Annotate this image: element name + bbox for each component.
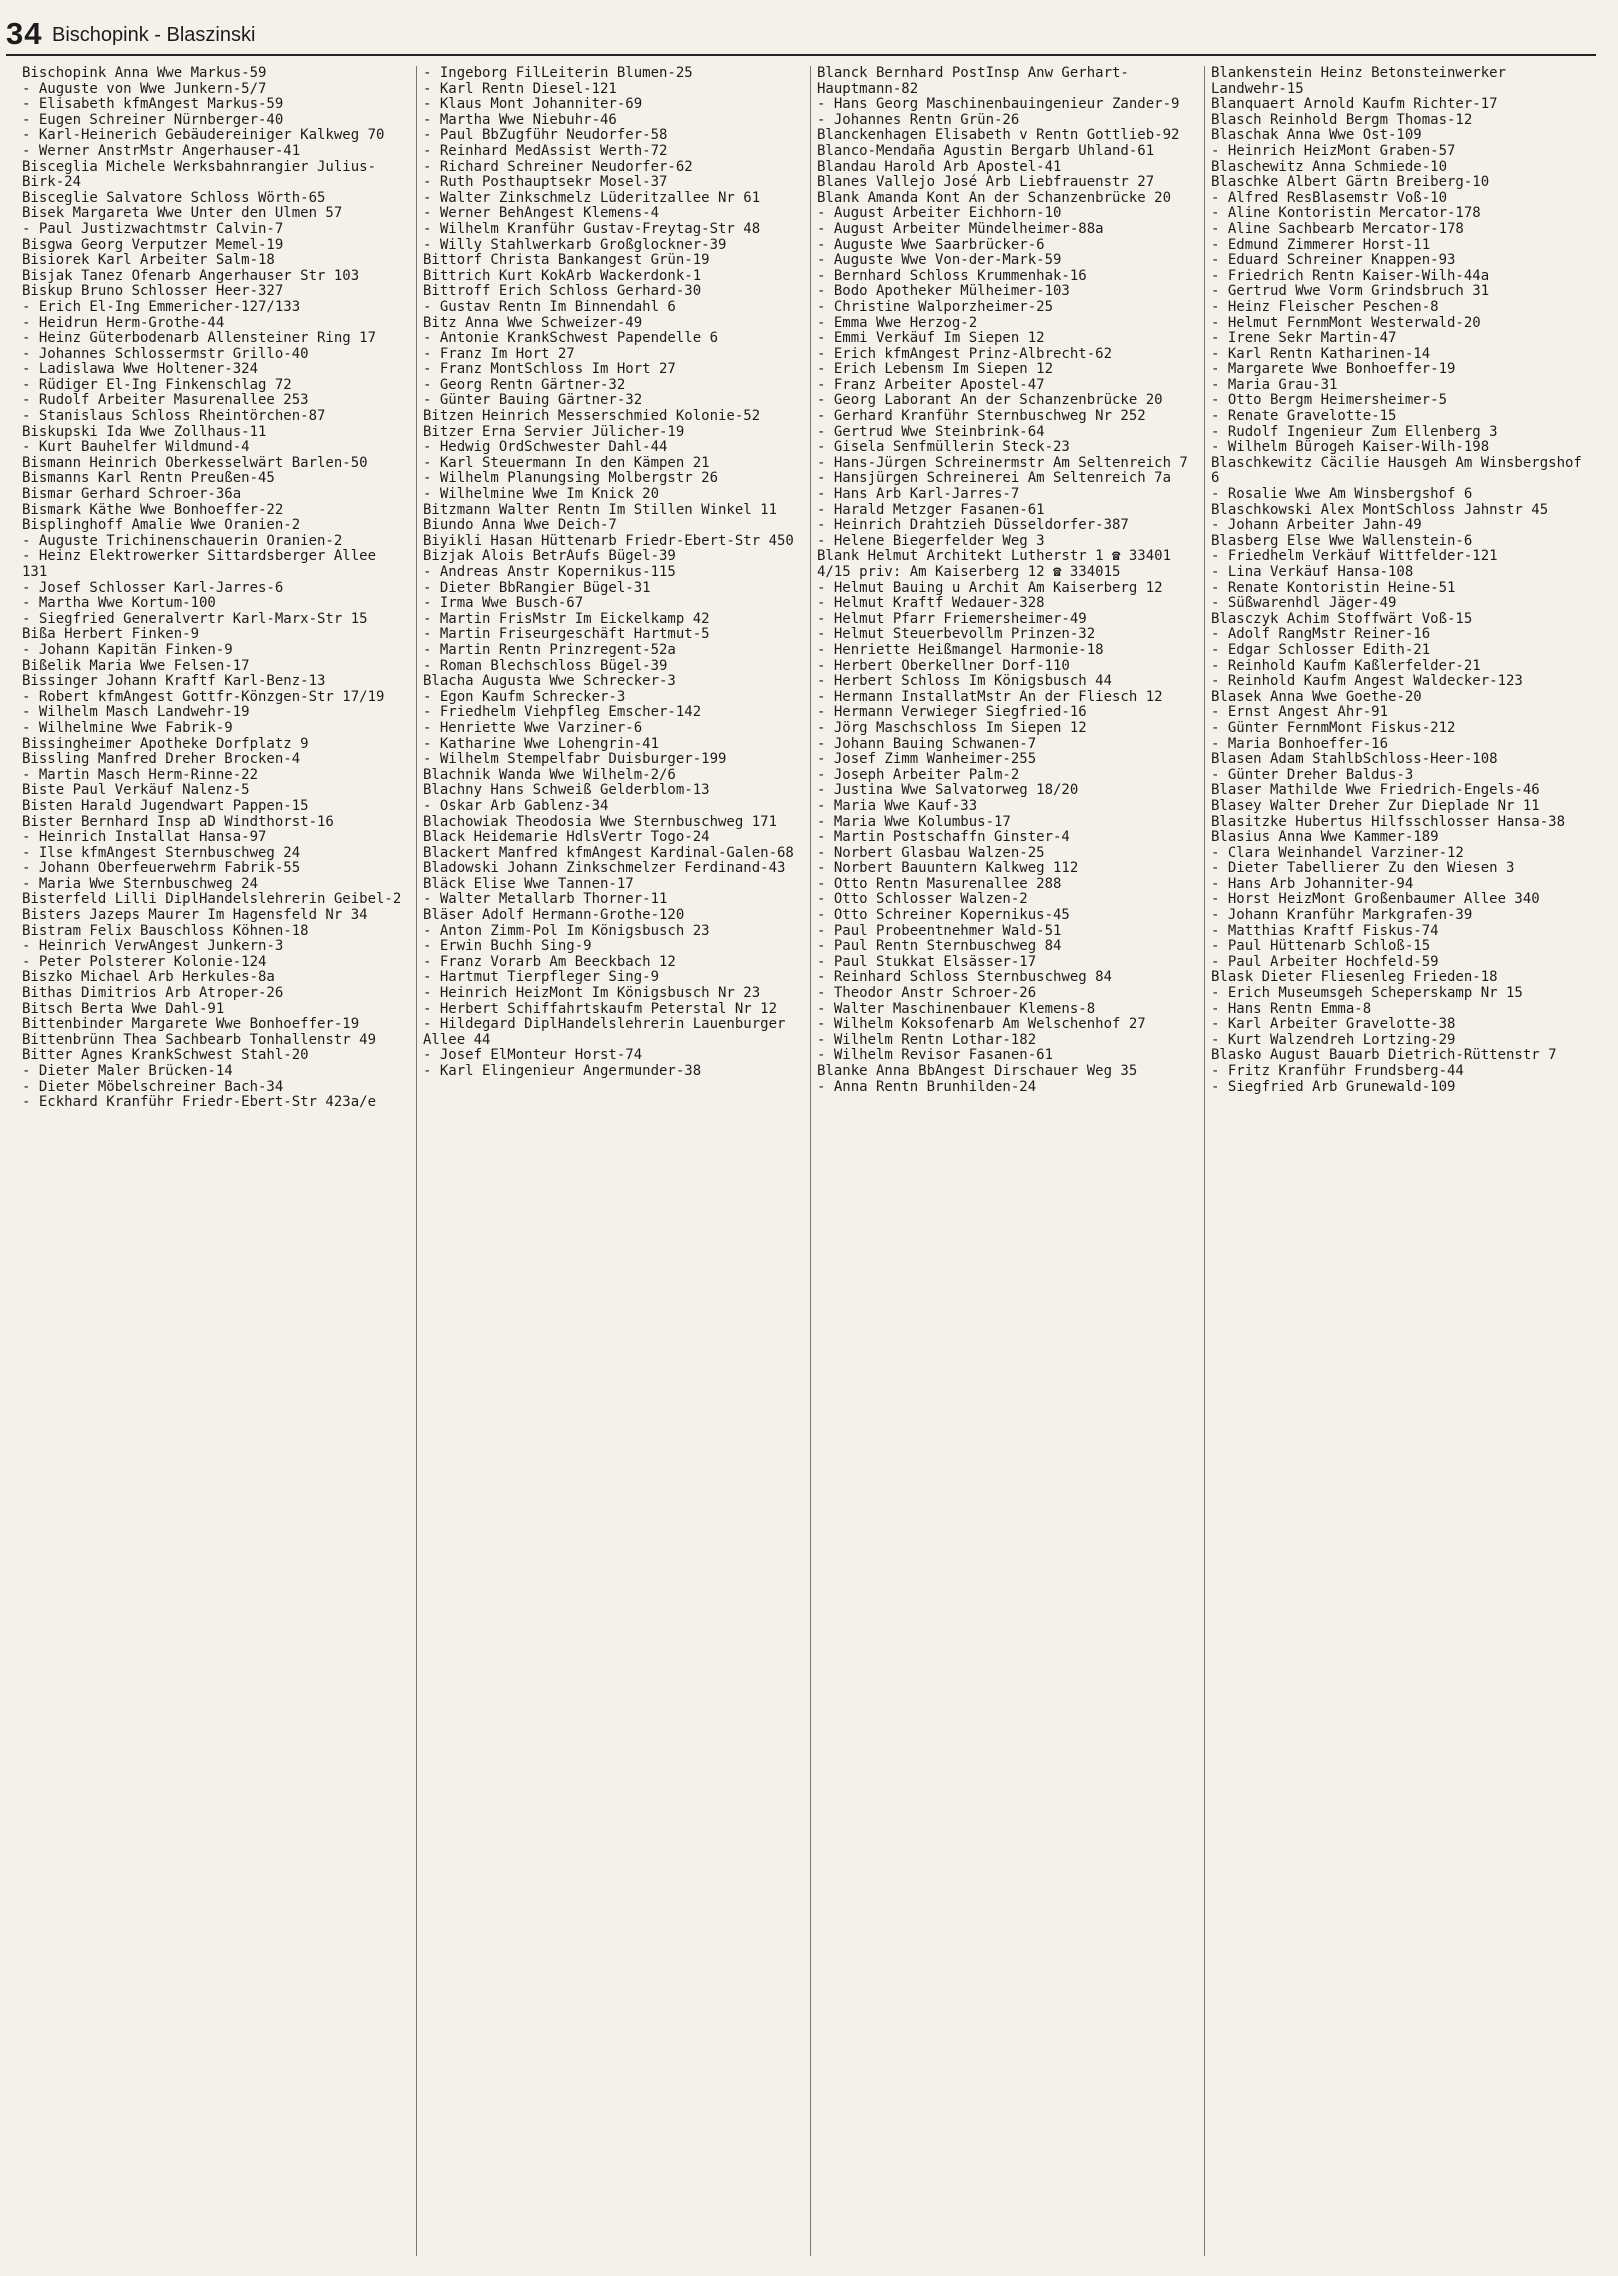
directory-entry: Bisceglie Salvatore Schloss Wörth-65: [22, 189, 326, 206]
directory-entry: - Irma Wwe Busch-67: [423, 595, 584, 612]
directory-entry: - Adolf RangMstr Reiner-16: [1211, 626, 1431, 643]
directory-entry: - Walter Zinkschmelz Lüderitzallee Nr 61: [423, 189, 761, 206]
directory-entry: - Margarete Wwe Bonhoeffer-19: [1211, 361, 1456, 378]
directory-entry: - Kurt Bauhelfer Wildmund-4: [22, 439, 250, 456]
directory-entry: - Paul Hüttenarb Schloß-15: [1211, 938, 1431, 955]
directory-entry: Bister Bernhard Insp aD Windthorst-16: [22, 813, 334, 830]
directory-entry: - Joseph Arbeiter Palm-2: [817, 766, 1020, 783]
directory-entry: - Karl Elingenieur Angermunder-38: [423, 1063, 702, 1079]
directory-entry: - Walter Maschinenbauer Klemens-8: [817, 1000, 1096, 1017]
directory-entry: Bissinger Johann Kraftf Karl-Benz-13: [22, 673, 326, 690]
directory-entry: - Walter Metallarb Thorner-11: [423, 891, 668, 908]
directory-entry: - Hans-Jürgen Schreinermstr Am Seltenreich 7: [817, 454, 1188, 471]
directory-entry: Biundo Anna Wwe Deich-7: [423, 517, 617, 534]
directory-entry: Bisters Jazeps Maurer Im Hagensfeld Nr 34: [22, 907, 368, 924]
directory-entry: Bisiorek Karl Arbeiter Salm-18: [22, 252, 275, 269]
directory-entry: - Josef Schlosser Karl-Jarres-6: [22, 579, 284, 596]
directory-entry: - Erich Museumsgeh Scheperskamp Nr 15: [1211, 985, 1523, 1002]
directory-entry: - Aline Kontoristin Mercator-178: [1211, 205, 1481, 222]
directory-entry: - Franz Im Hort 27: [423, 345, 575, 362]
directory-entry: Blaschak Anna Wwe Ost-109: [1211, 127, 1422, 144]
directory-entry: - Wilhelm Rentn Lothar-182: [817, 1031, 1037, 1048]
directory-entry: - Helmut Pfarr Friemersheimer-49: [817, 610, 1087, 627]
directory-entry: - Otto Schlosser Walzen-2: [817, 891, 1028, 908]
directory-entry: - Reinhard MedAssist Werth-72: [423, 142, 668, 159]
directory-entry: Bissingheimer Apotheke Dorfplatz 9: [22, 735, 309, 752]
directory-entry: - Hans Georg Maschinenbauingenieur Zander-9: [817, 96, 1180, 113]
directory-entry: Blaschewitz Anna Schmiede-10: [1211, 158, 1448, 175]
directory-entry: Bläser Adolf Hermann-Grothe-120: [423, 907, 685, 924]
directory-entry: - Norbert Bauuntern Kalkweg 112: [817, 860, 1079, 877]
directory-column-3: [810, 66, 1204, 2256]
directory-entry: - Maria Wwe Kauf-33: [817, 797, 978, 814]
directory-entry: - Gustav Rentn Im Binnendahl 6: [423, 298, 676, 315]
directory-entry: Bithas Dimitrios Arb Atroper-26: [22, 985, 284, 1002]
directory-entry: - Bodo Apotheker Mülheimer-103: [817, 283, 1070, 300]
directory-entry: Biskup Bruno Schlosser Heer-327: [22, 283, 284, 300]
directory-entry: Bisek Margareta Wwe Unter den Ulmen 57: [22, 205, 343, 222]
directory-entry: Bitsch Berta Wwe Dahl-91: [22, 1000, 225, 1017]
directory-entry: - Ernst Angest Ahr-91: [1211, 704, 1389, 721]
directory-entry: - Paul Stukkat Elsässer-17: [817, 953, 1037, 970]
directory-entry: - Otto Rentn Masurenallee 288: [817, 875, 1062, 892]
directory-entry: - Renate Gravelotte-15: [1211, 408, 1397, 425]
directory-entry: - Dieter Maler Brücken-14: [22, 1063, 233, 1079]
directory-entry: Biste Paul Verkäuf Nalenz-5: [22, 782, 250, 799]
directory-entry: Blank Helmut Architekt Lutherstr 1 ☎ 33401 4/15 priv: Am Kaiserberg 12 ☎ 334015: [817, 548, 1172, 580]
directory-entry: Blank Amanda Kont An der Schanzenbrücke 20: [817, 189, 1172, 206]
directory-entry: - Peter Polsterer Kolonie-124: [22, 953, 267, 970]
directory-entry: Blandau Harold Arb Apostel-41: [817, 158, 1062, 175]
directory-entry: - Wilhelm Kranführ Gustav-Freytag-Str 48: [423, 220, 761, 237]
directory-entry: Bitter Agnes KrankSchwest Stahl-20: [22, 1047, 309, 1064]
directory-entry: - Bernhard Schloss Krummenhak-16: [817, 267, 1087, 284]
directory-entry: Bitzen Heinrich Messerschmied Kolonie-52: [423, 408, 761, 425]
directory-column-2: [416, 66, 810, 2256]
directory-entry: - Gertrud Wwe Steinbrink-64: [817, 423, 1045, 440]
directory-entry: - Auguste Trichinenschauerin Oranien-2: [22, 532, 343, 549]
directory-entry: - Johann Kranführ Markgrafen-39: [1211, 907, 1473, 924]
directory-entry: - Martha Wwe Kortum-100: [22, 595, 216, 612]
directory-entry: - Ingeborg FilLeiterin Blumen-25: [423, 66, 693, 81]
directory-entry: - Renate Kontoristin Heine-51: [1211, 579, 1456, 596]
directory-entry: - Maria Bonhoeffer-16: [1211, 735, 1389, 752]
directory-entry: Blanes Vallejo José Arb Liebfrauenstr 27: [817, 174, 1155, 191]
directory-entry: - Justina Wwe Salvatorweg 18/20: [817, 782, 1079, 799]
directory-entry: Blanke Anna BbAngest Dirschauer Weg 35: [817, 1063, 1138, 1079]
directory-entry: - August Arbeiter Mündelheimer-88a: [817, 220, 1104, 237]
directory-entry: - Theodor Anstr Schroer-26: [817, 985, 1037, 1002]
directory-entry: - Ruth Posthauptsekr Mosel-37: [423, 174, 668, 191]
directory-entry: - Ilse kfmAngest Sternbuschweg 24: [22, 844, 301, 861]
directory-entry: - Hans Rentn Emma-8: [1211, 1000, 1372, 1017]
directory-entry: - Wilhelmine Wwe Im Knick 20: [423, 486, 660, 503]
directory-entry: - Wilhelm Bürogeh Kaiser-Wilh-198: [1211, 439, 1490, 456]
directory-entry: Blanckenhagen Elisabeth v Rentn Gottlieb-92: [817, 127, 1180, 144]
directory-entry: Bisjak Tanez Ofenarb Angerhauser Str 103: [22, 267, 360, 284]
directory-entry: - Antonie KrankSchwest Papendelle 6: [423, 330, 719, 347]
directory-entry: - Otto Bergm Heimersheimer-5: [1211, 392, 1448, 409]
directory-entry: Blasko August Bauarb Dietrich-Rüttenstr 7: [1211, 1047, 1557, 1064]
directory-entry: - Süßwarenhdl Jäger-49: [1211, 595, 1397, 612]
directory-entry: - Helene Biegerfelder Weg 3: [817, 532, 1045, 549]
directory-entry: Black Heidemarie HdlsVertr Togo-24: [423, 829, 710, 846]
directory-entry: - Emmi Verkäuf Im Siepen 12: [817, 330, 1045, 347]
directory-entry: - Maria Wwe Kolumbus-17: [817, 813, 1011, 830]
directory-entry: Blasen Adam StahlbSchloss-Heer-108: [1211, 751, 1498, 768]
directory-entry: - Matthias Kraftf Fiskus-74: [1211, 922, 1439, 939]
directory-entry: Blasitzke Hubertus Hilfsschlosser Hansa-38: [1211, 813, 1566, 830]
directory-entry: - Andreas Anstr Kopernikus-115: [423, 564, 676, 580]
directory-entry: - Johann Oberfeuerwehrm Fabrik-55: [22, 860, 301, 877]
directory-entry: Bittroff Erich Schloss Gerhard-30: [423, 283, 702, 300]
directory-entry: - Hildegard DiplHandelslehrerin Lauenburger Allee 44: [423, 1016, 786, 1048]
directory-entry: - Martha Wwe Niebuhr-46: [423, 111, 617, 128]
directory-entry: - Friedhelm Viehpfleg Emscher-142: [423, 704, 702, 721]
directory-entry: - Norbert Glasbau Walzen-25: [817, 844, 1045, 861]
directory-entry: - Karl-Heinerich Gebäudereiniger Kalkweg 70: [22, 127, 385, 144]
directory-entry: - Franz Vorarb Am Beeckbach 12: [423, 953, 676, 970]
directory-entry: Bisten Harald Jugendwart Pappen-15: [22, 797, 309, 814]
directory-entry: - Elisabeth kfmAngest Markus-59: [22, 96, 284, 113]
page-range: Bischopink - Blaszinski: [52, 24, 256, 46]
directory-entry: - Karl Steuermann In den Kämpen 21: [423, 454, 710, 471]
directory-entry: - Clara Weinhandel Varziner-12: [1211, 844, 1464, 861]
directory-entry: - Emma Wwe Herzog-2: [817, 314, 978, 331]
directory-entry: Blankenstein Heinz Betonsteinwerker Landwehr-15: [1211, 66, 1507, 97]
directory-entry: - Auguste Wwe Saarbrücker-6: [817, 236, 1045, 253]
directory-entry: - Wilhelm Koksofenarb Am Welschenhof 27: [817, 1016, 1146, 1033]
directory-entry: Blasius Anna Wwe Kammer-189: [1211, 829, 1439, 846]
directory-entry: - Georg Rentn Gärtner-32: [423, 376, 626, 393]
directory-entry: Blanquaert Arnold Kaufm Richter-17: [1211, 96, 1498, 113]
directory-entry: - Karl Arbeiter Gravelotte-38: [1211, 1016, 1456, 1033]
directory-entry: - Heinz Güterbodenarb Allensteiner Ring 17: [22, 330, 377, 347]
directory-entry: - Günter Bauing Gärtner-32: [423, 392, 643, 409]
directory-entry: - Hedwig OrdSchwester Dahl-44: [423, 439, 668, 456]
directory-entry: - Reinhard Schloss Sternbuschweg 84: [817, 969, 1113, 986]
directory-entry: - Heinrich Drahtzieh Düsseldorfer-387: [817, 517, 1129, 534]
directory-entry: - Aline Sachbearb Mercator-178: [1211, 220, 1464, 237]
directory-entry: - Martin FrisMstr Im Eickelkamp 42: [423, 610, 710, 627]
directory-entry: Bisplinghoff Amalie Wwe Oranien-2: [22, 517, 301, 534]
directory-entry: Blaschkewitz Cäcilie Hausgeh Am Winsbergshof 6: [1211, 454, 1582, 487]
directory-entry: Bismanns Karl Rentn Preußen-45: [22, 470, 275, 487]
directory-entry: - Rudolf Arbeiter Masurenallee 253: [22, 392, 309, 409]
directory-entry: Bläck Elise Wwe Tannen-17: [423, 875, 634, 892]
directory-entry: - Franz Arbeiter Apostel-47: [817, 376, 1045, 393]
directory-entry: - Franz MontSchloss Im Hort 27: [423, 361, 676, 378]
directory-entry: Blaschke Albert Gärtn Breiberg-10: [1211, 174, 1490, 191]
directory-entry: - Johann Bauing Schwanen-7: [817, 735, 1037, 752]
directory-entry: - Erich Lebensm Im Siepen 12: [817, 361, 1054, 378]
directory-entry: - Dieter BbRangier Bügel-31: [423, 579, 651, 596]
directory-entry: Blachny Hans Schweiß Gelderblom-13: [423, 782, 710, 799]
directory-entry: - Hermann Verwieger Siegfried-16: [817, 704, 1087, 721]
directory-entry: - Rudolf Ingenieur Zum Ellenberg 3: [1211, 423, 1498, 440]
directory-entry: - Erich El-Ing Emmericher-127/133: [22, 298, 301, 315]
directory-entry: - Edgar Schlosser Edith-21: [1211, 641, 1431, 658]
directory-entry: - Karl Rentn Katharinen-14: [1211, 345, 1431, 362]
directory-entry: Blanck Bernhard PostInsp Anw Gerhart-Hauptmann-82: [817, 66, 1129, 97]
directory-entry: - Wilhelm Stempelfabr Duisburger-199: [423, 751, 727, 768]
directory-entry: - Fritz Kranführ Frundsberg-44: [1211, 1063, 1464, 1079]
directory-entry: - Paul Arbeiter Hochfeld-59: [1211, 953, 1439, 970]
directory-entry: - Maria Grau-31: [1211, 376, 1338, 393]
directory-entry: - Siegfried Arb Grunewald-109: [1211, 1078, 1456, 1095]
directory-entry: Bistram Felix Bauschloss Köhnen-18: [22, 922, 309, 939]
directory-entry: - Henriette Wwe Varziner-6: [423, 719, 643, 736]
directory-entry: Biszko Michael Arb Herkules-8a: [22, 969, 275, 986]
directory-entry: Bißa Herbert Finken-9: [22, 626, 200, 643]
directory-entry: - Herbert Oberkellner Dorf-110: [817, 657, 1070, 674]
page-number: 34: [6, 16, 43, 51]
directory-entry: Blasch Reinhold Bergm Thomas-12: [1211, 111, 1473, 128]
directory-entry: Bizjak Alois BetrAufs Bügel-39: [423, 548, 676, 565]
directory-entry: Blaschkowski Alex MontSchloss Jahnstr 45: [1211, 501, 1549, 518]
directory-entry: - Anton Zimm-Pol Im Königsbusch 23: [423, 922, 710, 939]
directory-entry: Biyikli Hasan Hüttenarb Friedr-Ebert-Str 450: [423, 532, 794, 549]
directory-entry: - Johannes Schlossermstr Grillo-40: [22, 345, 309, 362]
directory-entry: - Hermann InstallatMstr An der Fliesch 12: [817, 688, 1163, 705]
directory-entry: Bismann Heinrich Oberkesselwärt Barlen-50: [22, 454, 368, 471]
directory-entry: - Helmut Steuerbevollm Prinzen-32: [817, 626, 1096, 643]
directory-entry: - Stanislaus Schloss Rheintörchen-87: [22, 408, 326, 425]
directory-entry: Blaser Mathilde Wwe Friedrich-Engels-46: [1211, 782, 1540, 799]
directory-entry: - Werner BehAngest Klemens-4: [423, 205, 660, 222]
directory-entry: - Herbert Schloss Im Königsbusch 44: [817, 673, 1113, 690]
directory-entry: - Oskar Arb Gablenz-34: [423, 797, 609, 814]
directory-entry: Bittrich Kurt KokArb Wackerdonk-1: [423, 267, 702, 284]
directory-entry: Bitzmann Walter Rentn Im Stillen Winkel 11: [423, 501, 778, 518]
directory-entry: - Martin Postschaffn Ginster-4: [817, 829, 1070, 846]
directory-entry: - Irene Sekr Martin-47: [1211, 330, 1397, 347]
directory-entry: - Wilhelm Masch Landwehr-19: [22, 704, 250, 721]
directory-entry: - Henriette Heißmangel Harmonie-18: [817, 641, 1104, 658]
directory-entry: - Katharine Wwe Lohengrin-41: [423, 735, 660, 752]
page-header: [6, 14, 1596, 56]
directory-entry: - Martin Rentn Prinzregent-52a: [423, 641, 676, 658]
directory-entry: - Jörg Maschschloss Im Siepen 12: [817, 719, 1087, 736]
directory-entry: - Wilhelmine Wwe Fabrik-9: [22, 719, 233, 736]
directory-entry: - Harald Metzger Fasanen-61: [817, 501, 1045, 518]
directory-entry: - Gertrud Wwe Vorm Grindsbruch 31: [1211, 283, 1490, 300]
directory-entry: Bladowski Johann Zinkschmelzer Ferdinand-43: [423, 860, 786, 877]
directory-entry: - Hansjürgen Schreinerei Am Seltenreich 7a: [817, 470, 1172, 487]
directory-entry: Blachnik Wanda Wwe Wilhelm-2/6: [423, 766, 676, 783]
directory-entry: - Josef Zimm Wanheimer-255: [817, 751, 1037, 768]
directory-entry: - Gerhard Kranführ Sternbuschweg Nr 252: [817, 408, 1146, 425]
directory-entry: - Helmut FernmMont Westerwald-20: [1211, 314, 1481, 331]
directory-entry: Blachowiak Theodosia Wwe Sternbuschweg 171: [423, 813, 778, 830]
directory-entry: - Klaus Mont Johanniter-69: [423, 96, 643, 113]
directory-entry: Bissling Manfred Dreher Brocken-4: [22, 751, 301, 768]
directory-entry: - Wilhelm Revisor Fasanen-61: [817, 1047, 1054, 1064]
directory-entry: - Dieter Tabellierer Zu den Wiesen 3: [1211, 860, 1515, 877]
directory-entry: - Martin Masch Herm-Rinne-22: [22, 766, 259, 783]
directory-entry: - Reinhold Kaufm Kaßlerfelder-21: [1211, 657, 1481, 674]
directory-entry: Bismark Käthe Wwe Bonhoeffer-22: [22, 501, 284, 518]
directory-entry: Bittenbrünn Thea Sachbearb Tonhallenstr 49: [22, 1031, 377, 1048]
directory-entry: - Herbert Schiffahrtskaufm Peterstal Nr 12: [423, 1000, 778, 1017]
directory-columns: [22, 66, 1598, 2256]
directory-entry: - Paul Probeentnehmer Wald-51: [817, 922, 1062, 939]
directory-entry: - Kurt Walzendreh Lortzing-29: [1211, 1031, 1456, 1048]
directory-entry: - Heinrich HeizMont Im Königsbusch Nr 23: [423, 985, 761, 1002]
directory-entry: Bisceglia Michele Werksbahnrangier Julius-Birk-24: [22, 158, 377, 191]
directory-column-4: [1204, 66, 1598, 2256]
directory-entry: - Richard Schreiner Neudorfer-62: [423, 158, 693, 175]
directory-entry: - Paul Justizwachtmstr Calvin-7: [22, 220, 284, 237]
directory-entry: - Karl Rentn Diesel-121: [423, 80, 617, 97]
directory-entry: - Josef ElMonteur Horst-74: [423, 1047, 643, 1064]
directory-entry: - Günter Dreher Baldus-3: [1211, 766, 1414, 783]
directory-entry: - Robert kfmAngest Gottfr-Könzgen-Str 17/19: [22, 688, 385, 705]
directory-entry: - Siegfried Generalvertr Karl-Marx-Str 15: [22, 610, 368, 627]
directory-entry: - Heinrich HeizMont Graben-57: [1211, 142, 1456, 159]
directory-entry: - Heinrich Installat Hansa-97: [22, 829, 267, 846]
directory-entry: Blasczyk Achim Stoffwärt Voß-15: [1211, 610, 1473, 627]
directory-entry: - Reinhold Kaufm Angest Waldecker-123: [1211, 673, 1523, 690]
directory-entry: - Roman Blechschloss Bügel-39: [423, 657, 668, 674]
directory-entry: - Eugen Schreiner Nürnberger-40: [22, 111, 284, 128]
directory-entry: - Erich kfmAngest Prinz-Albrecht-62: [817, 345, 1113, 362]
directory-entry: - Johann Arbeiter Jahn-49: [1211, 517, 1422, 534]
directory-entry: - Eduard Schreiner Knappen-93: [1211, 252, 1456, 269]
directory-entry: Bismar Gerhard Schroer-36a: [22, 486, 242, 503]
directory-entry: Blasek Anna Wwe Goethe-20: [1211, 688, 1422, 705]
directory-entry: - Wilhelm Planungsing Molbergstr 26: [423, 470, 719, 487]
directory-entry: Blasberg Else Wwe Wallenstein-6: [1211, 532, 1473, 549]
directory-entry: Blacha Augusta Wwe Schrecker-3: [423, 673, 676, 690]
directory-entry: Bischopink Anna Wwe Markus-59: [22, 66, 267, 81]
directory-entry: Bittenbinder Margarete Wwe Bonhoeffer-19: [22, 1016, 360, 1033]
directory-entry: - Heidrun Herm-Grothe-44: [22, 314, 225, 331]
directory-entry: - Maria Wwe Sternbuschweg 24: [22, 875, 259, 892]
directory-entry: - Friedrich Rentn Kaiser-Wilh-44a: [1211, 267, 1490, 284]
directory-entry: - Dieter Möbelschreiner Bach-34: [22, 1078, 284, 1095]
directory-entry: - Günter FernmMont Fiskus-212: [1211, 719, 1456, 736]
directory-entry: - Eckhard Kranführ Friedr-Ebert-Str 423a/e: [22, 1094, 377, 1111]
directory-column-1: [22, 66, 416, 2256]
directory-entry: - Helmut Bauing u Archit Am Kaiserberg 12: [817, 579, 1163, 596]
directory-entry: Biskupski Ida Wwe Zollhaus-11: [22, 423, 267, 440]
directory-entry: - Auguste Wwe Von-der-Mark-59: [817, 252, 1062, 269]
directory-entry: Blanco-Mendaña Agustin Bergarb Uhland-61: [817, 142, 1155, 159]
directory-entry: - Heinz Elektrowerker Sittardsberger Allee 131: [22, 548, 377, 580]
directory-entry: - Heinz Fleischer Peschen-8: [1211, 298, 1439, 315]
directory-entry: Bittorf Christa Bankangest Grün-19: [423, 252, 710, 269]
directory-entry: - Paul BbZugführ Neudorfer-58: [423, 127, 668, 144]
directory-entry: - Hans Arb Johanniter-94: [1211, 875, 1414, 892]
directory-entry: - Paul Rentn Sternbuschweg 84: [817, 938, 1062, 955]
directory-entry: - Erwin Buchh Sing-9: [423, 938, 592, 955]
directory-entry: - Anna Rentn Brunhilden-24: [817, 1078, 1037, 1095]
directory-entry: - Johann Kapitän Finken-9: [22, 641, 233, 658]
directory-entry: Bisterfeld Lilli DiplHandelslehrerin Geibel-2: [22, 891, 402, 908]
directory-entry: - Egon Kaufm Schrecker-3: [423, 688, 626, 705]
directory-entry: - Lina Verkäuf Hansa-108: [1211, 564, 1414, 580]
directory-entry: Blask Dieter Fliesenleg Frieden-18: [1211, 969, 1498, 986]
directory-entry: - Hartmut Tierpfleger Sing-9: [423, 969, 660, 986]
directory-entry: Blackert Manfred kfmAngest Kardinal-Galen-68: [423, 844, 794, 861]
directory-entry: - Horst HeizMont Großenbaumer Allee 340: [1211, 891, 1540, 908]
directory-entry: - Heinrich VerwAngest Junkern-3: [22, 938, 284, 955]
directory-entry: Bißelik Maria Wwe Felsen-17: [22, 657, 250, 674]
directory-entry: - Rüdiger El-Ing Finkenschlag 72: [22, 376, 292, 393]
directory-entry: Bitzer Erna Servier Jülicher-19: [423, 423, 685, 440]
directory-entry: - Helmut Kraftf Wedauer-328: [817, 595, 1045, 612]
directory-entry: Bisgwa Georg Verputzer Memel-19: [22, 236, 284, 253]
directory-entry: - Rosalie Wwe Am Winsbergshof 6: [1211, 486, 1473, 503]
directory-entry: - Martin Friseurgeschäft Hartmut-5: [423, 626, 710, 643]
directory-entry: - Alfred ResBlasemstr Voß-10: [1211, 189, 1448, 206]
directory-entry: - Werner AnstrMstr Angerhauser-41: [22, 142, 301, 159]
directory-entry: - Auguste von Wwe Junkern-5/7: [22, 80, 267, 97]
directory-entry: Bitz Anna Wwe Schweizer-49: [423, 314, 643, 331]
directory-entry: - Friedhelm Verkäuf Wittfelder-121: [1211, 548, 1498, 565]
directory-entry: - Ladislawa Wwe Holtener-324: [22, 361, 259, 378]
directory-entry: - Christine Walporzheimer-25: [817, 298, 1054, 315]
directory-entry: - August Arbeiter Eichhorn-10: [817, 205, 1062, 222]
directory-entry: - Edmund Zimmerer Horst-11: [1211, 236, 1431, 253]
directory-entry: - Otto Schreiner Kopernikus-45: [817, 907, 1070, 924]
directory-entry: Blasey Walter Dreher Zur Dieplade Nr 11: [1211, 797, 1540, 814]
directory-entry: - Georg Laborant An der Schanzenbrücke 20: [817, 392, 1163, 409]
directory-entry: - Johannes Rentn Grün-26: [817, 111, 1020, 128]
directory-entry: - Hans Arb Karl-Jarres-7: [817, 486, 1020, 503]
directory-entry: - Gisela Senfmüllerin Steck-23: [817, 439, 1070, 456]
directory-entry: - Willy Stahlwerkarb Großglockner-39: [423, 236, 727, 253]
